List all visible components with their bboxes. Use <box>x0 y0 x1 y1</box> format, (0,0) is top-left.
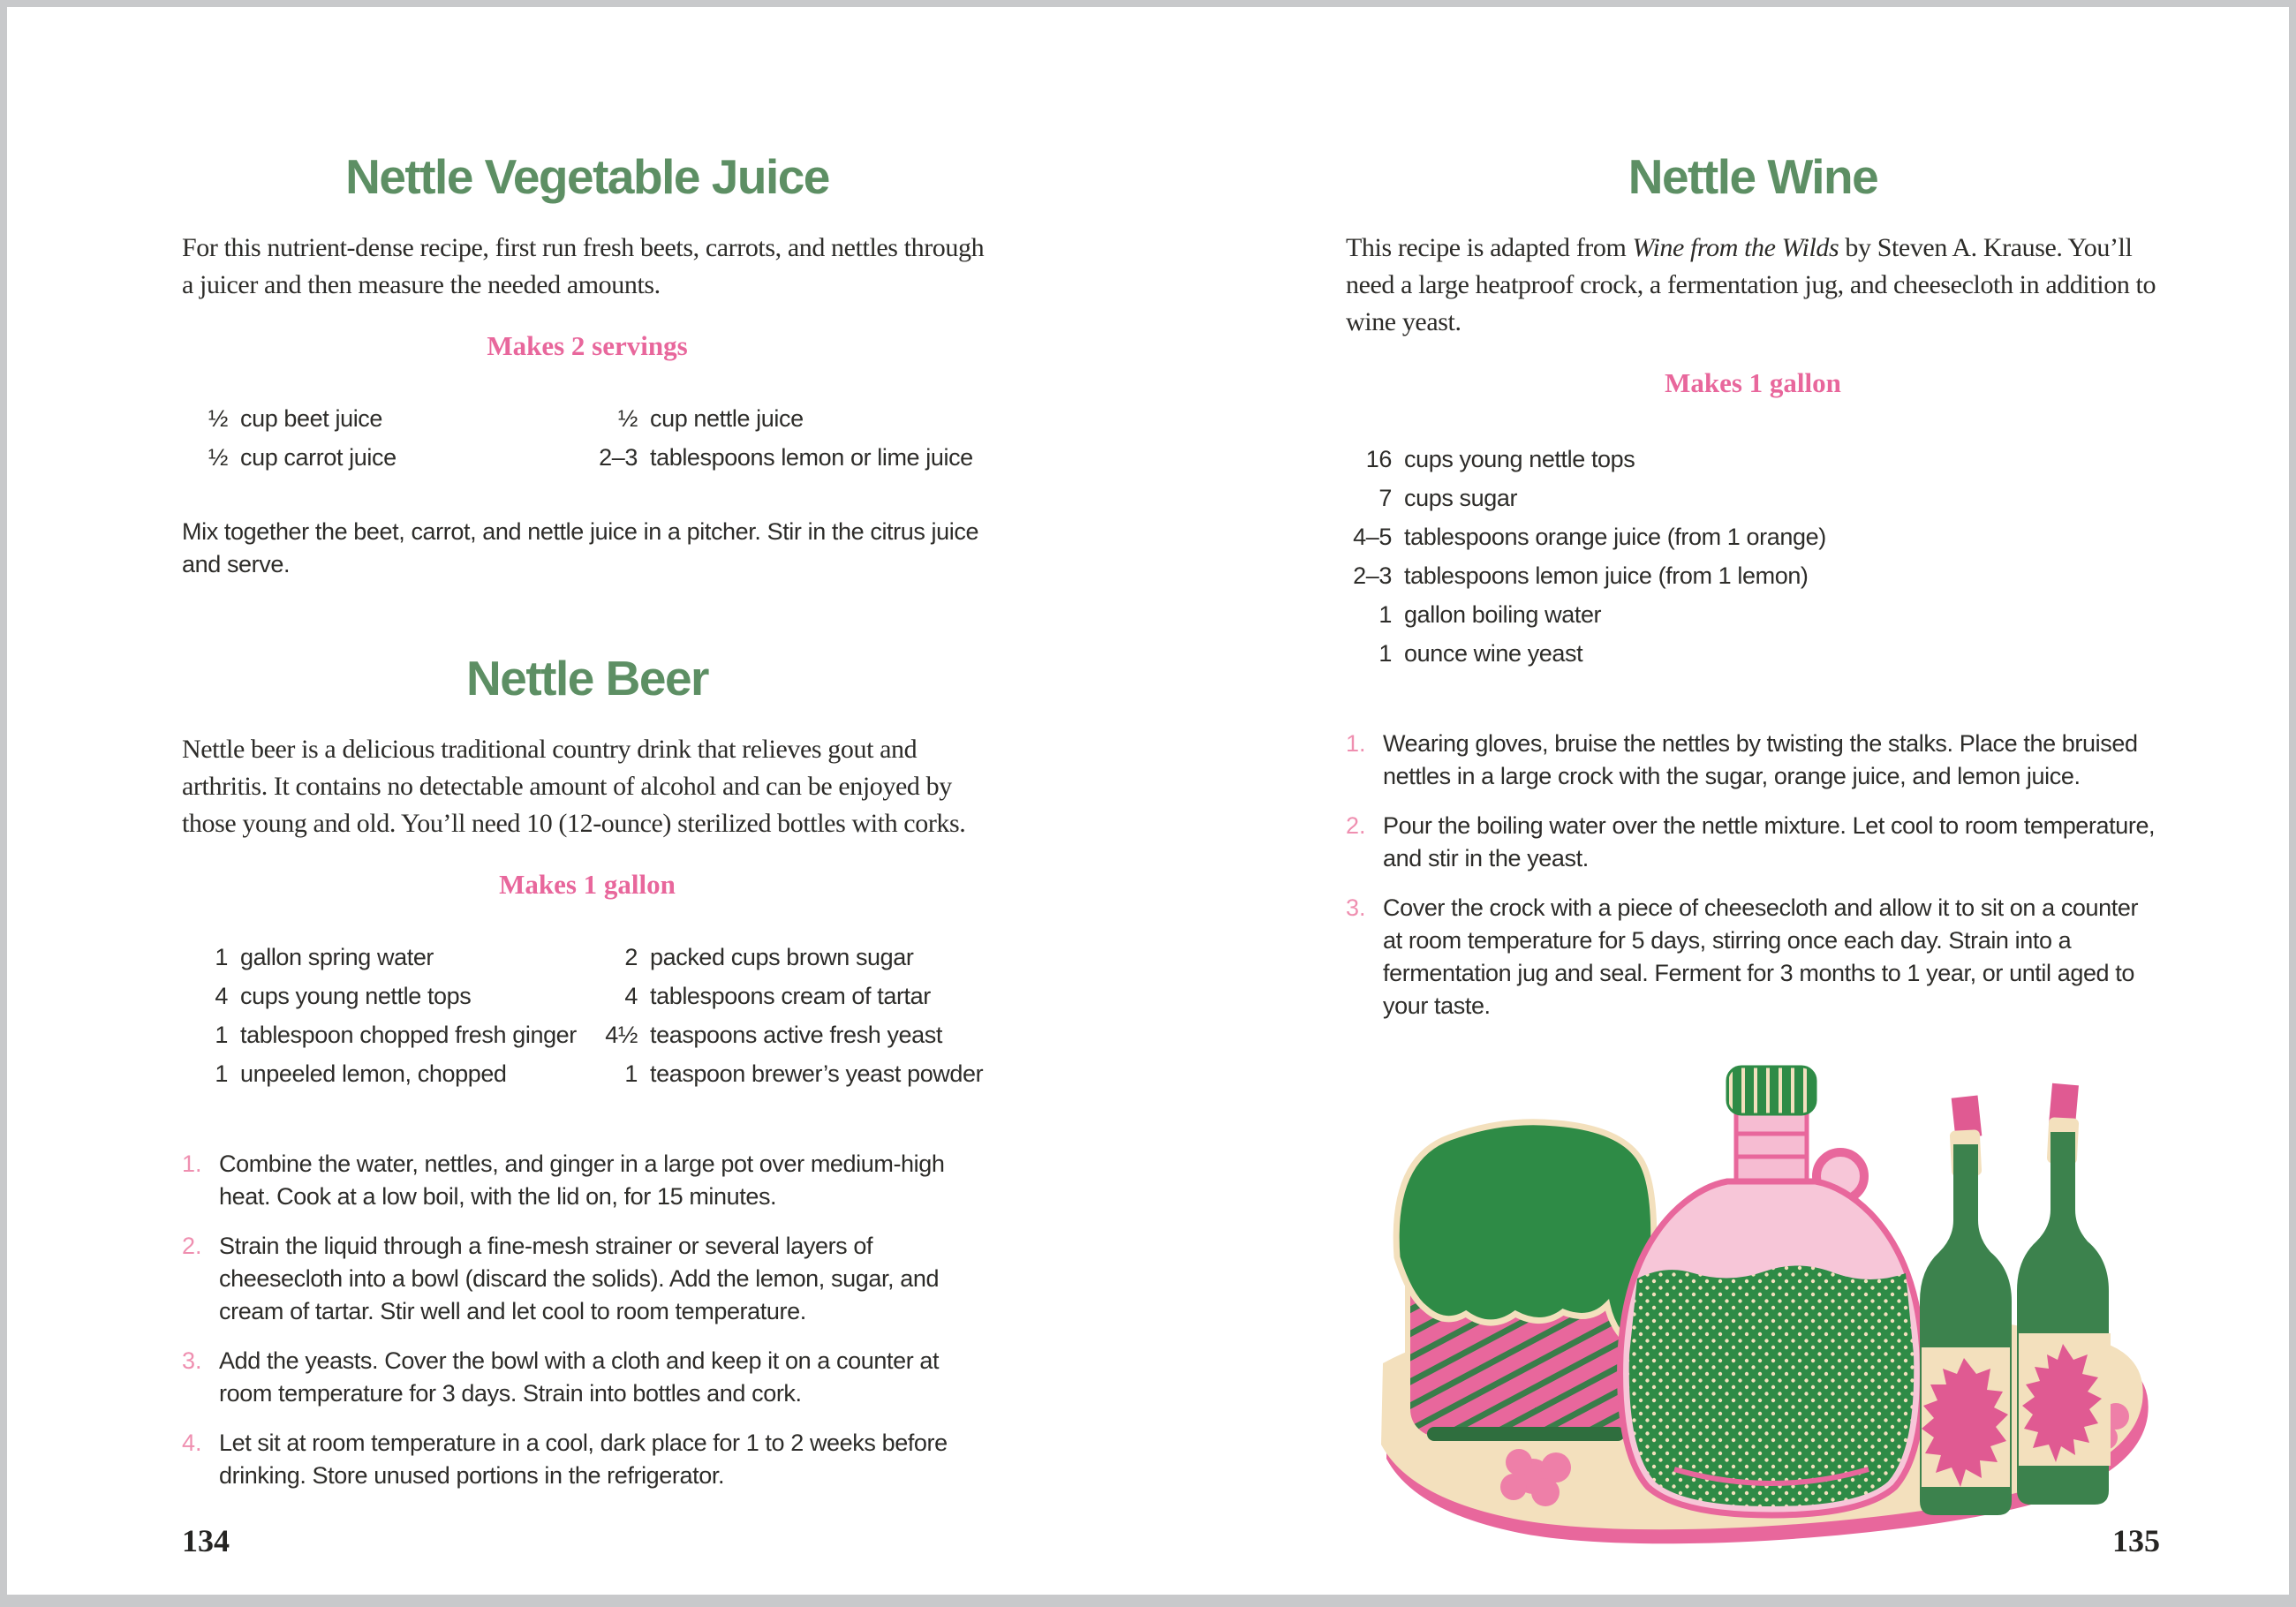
step-number: 3. <box>182 1347 202 1374</box>
juice-ingredient-list <box>182 399 993 477</box>
wine-ingredient-list <box>1346 440 2160 673</box>
step-number: 3. <box>1346 894 1366 921</box>
step-number: 4. <box>182 1430 202 1456</box>
ingredient-text: tablespoon chopped fresh ginger <box>240 1022 577 1048</box>
direction-step <box>182 1427 993 1492</box>
beer-ingredients-column-2 <box>592 938 993 1093</box>
wine-intro-suffix: by Steven A. Krause. You’ll need a large heatproof crock, a fermentation jug, and cheesecloth in addition to wine yeast. <box>1346 233 2156 336</box>
recipe-title-nettle-vegetable-juice: Nettle Vegetable Juice <box>345 149 829 204</box>
ingredient-text: cups young nettle tops <box>1404 446 1635 472</box>
juice-intro-paragraph: For this nutrient-dense recipe, first run fresh beets, carrots, and nettles through a juicer and then measure the needed amounts. <box>182 233 985 299</box>
ingredient-quantity: 1 <box>1378 640 1392 667</box>
ingredient-row <box>1346 634 2160 673</box>
ingredient-quantity: 7 <box>1378 485 1392 511</box>
step-text: Combine the water, nettles, and ginger in a large pot over medium-high heat. Cook at a low boil, with the lid on, for 15 minutes. <box>219 1151 945 1210</box>
ingredient-row <box>1346 556 2160 595</box>
ingredient-quantity: 4 <box>215 983 228 1009</box>
ingredient-row <box>1346 595 2160 634</box>
wine-yield: Makes 1 gallon <box>1665 367 1841 398</box>
left-page <box>182 7 993 1509</box>
ingredient-text: ounce wine yeast <box>1404 640 1583 667</box>
page-number-right: 135 <box>2112 1523 2160 1558</box>
ingredient-quantity: 2–3 <box>599 444 638 471</box>
ingredient-text: cup beet juice <box>240 405 383 432</box>
ingredient-row <box>592 438 993 477</box>
ingredient-text: unpeeled lemon, chopped <box>240 1060 507 1087</box>
recipe-title-nettle-beer: Nettle Beer <box>466 651 708 705</box>
wine-intro-book-title: Wine from the Wilds <box>1632 233 1839 262</box>
ingredient-row <box>182 1054 570 1093</box>
ingredient-text: tablespoons lemon or lime juice <box>650 444 973 471</box>
step-number: 2. <box>182 1233 202 1259</box>
ingredient-row <box>592 938 993 977</box>
ingredient-text: cups young nettle tops <box>240 983 472 1009</box>
juice-ingredients-column-2 <box>592 399 993 477</box>
step-text: Add the yeasts. Cover the bowl with a cloth and keep it on a counter at room temperature for 3 days. Strain into bottles and cork. <box>219 1347 940 1407</box>
ingredient-text: tablespoons cream of tartar <box>650 983 931 1009</box>
step-number: 1. <box>182 1151 202 1177</box>
ingredient-quantity: 4–5 <box>1353 524 1392 550</box>
ingredient-quantity: ½ <box>208 405 228 432</box>
beer-ingredient-list <box>182 938 993 1093</box>
wine-illustration-svg <box>1346 1052 2160 1547</box>
step-text: Pour the boiling water over the nettle mixture. Let cool to room temperature, and stir in the yeast. <box>1383 812 2156 871</box>
direction-step <box>1346 810 2160 875</box>
crock-illustration <box>1396 1122 1654 1441</box>
ingredient-text: teaspoon brewer’s yeast powder <box>650 1060 984 1087</box>
direction-step <box>182 1148 993 1213</box>
ingredient-row <box>1346 479 2160 517</box>
ingredient-text: gallon boiling water <box>1404 601 1602 628</box>
direction-step <box>1346 892 2160 1022</box>
step-text: Let sit at room temperature in a cool, dark place for 1 to 2 weeks before drinking. Store unused portions in the refrigerator. <box>219 1430 948 1489</box>
direction-step <box>1346 728 2160 793</box>
page-number-left: 134 <box>182 1523 230 1558</box>
ingredient-text: cup carrot juice <box>240 444 397 471</box>
step-number: 2. <box>1346 812 1366 839</box>
ingredient-text: tablespoons orange juice (from 1 orange) <box>1404 524 1826 550</box>
wine-intro-prefix: This recipe is adapted from <box>1346 233 1633 262</box>
ingredient-quantity: ½ <box>617 405 638 432</box>
juice-directions-paragraph: Mix together the beet, carrot, and nettle juice in a pitcher. Stir in the citrus juice and serve. <box>182 518 979 577</box>
ingredient-row <box>1346 440 2160 479</box>
ingredient-text: packed cups brown sugar <box>650 944 914 970</box>
ingredient-quantity: 1 <box>215 1060 228 1087</box>
ingredient-quantity: 1 <box>215 1022 228 1048</box>
ingredient-quantity: 16 <box>1365 446 1392 472</box>
ingredient-text: cups sugar <box>1404 485 1518 511</box>
ingredient-row <box>182 438 570 477</box>
direction-step <box>182 1345 993 1410</box>
ingredient-quantity: 4 <box>624 983 638 1009</box>
right-page <box>1346 7 2160 1551</box>
direction-step <box>182 1230 993 1328</box>
juice-ingredients-column-1 <box>182 399 570 477</box>
wine-intro-paragraph <box>1346 230 2160 341</box>
fermentation-jug-illustration <box>1620 1067 1923 1515</box>
ingredient-row <box>1346 517 2160 556</box>
ingredient-quantity: ½ <box>208 444 228 471</box>
step-text: Strain the liquid through a fine-mesh strainer or several layers of cheesecloth into a bowl (discard the solids). Add the lemon, sugar, and cream of tartar. Stir well and let cool to room temperature. <box>219 1233 940 1324</box>
beer-intro-paragraph: Nettle beer is a delicious traditional country drink that relieves gout and arthritis. It contains no detectable amount of alcohol and can be enjoyed by those young and old. You’ll need 10 (12-ounce) sterilized bottles with corks. <box>182 735 966 838</box>
beer-ingredients-column-1 <box>182 938 577 1093</box>
beer-directions-steps <box>182 1148 993 1492</box>
step-number: 1. <box>1346 730 1366 757</box>
ingredient-quantity: 1 <box>215 944 228 970</box>
ingredient-quantity: 1 <box>624 1060 638 1087</box>
ingredient-row <box>182 1015 577 1054</box>
ingredient-row <box>592 1054 993 1093</box>
ingredient-row <box>592 399 993 438</box>
ingredient-quantity: 2 <box>624 944 638 970</box>
ingredient-row <box>182 938 570 977</box>
recipe-title-nettle-wine: Nettle Wine <box>1628 149 1878 204</box>
ingredient-text: gallon spring water <box>240 944 434 970</box>
ingredient-row <box>592 977 993 1015</box>
ingredient-quantity: 1 <box>1378 601 1392 628</box>
juice-yield: Makes 2 servings <box>487 330 688 361</box>
step-text: Cover the crock with a piece of cheesecloth and allow it to sit on a counter at room temperature for 5 days, stirring once each day. Strain into a fermentation jug and seal. Ferment for 3 months to 1 year, or until aged to your taste. <box>1383 894 2139 1019</box>
ingredient-row <box>182 399 570 438</box>
beer-yield: Makes 1 gallon <box>499 869 676 900</box>
ingredient-text: cup nettle juice <box>650 405 804 432</box>
ingredient-quantity: 2–3 <box>1353 562 1392 589</box>
step-text: Wearing gloves, bruise the nettles by twisting the stalks. Place the bruised nettles in a large crock with the sugar, orange juice, and lemon juice. <box>1383 730 2138 789</box>
wine-bottle-2 <box>2017 1083 2111 1505</box>
wine-directions-steps <box>1346 728 2160 1022</box>
ingredient-quantity: 4½ <box>605 1022 638 1048</box>
ingredient-text: teaspoons active fresh yeast <box>650 1022 942 1048</box>
wine-illustration <box>1346 1052 2160 1551</box>
ingredient-row <box>182 977 570 1015</box>
ingredient-row <box>592 1015 993 1054</box>
wine-bottle-1 <box>1920 1096 2012 1515</box>
ingredient-text: tablespoons lemon juice (from 1 lemon) <box>1404 562 1809 589</box>
